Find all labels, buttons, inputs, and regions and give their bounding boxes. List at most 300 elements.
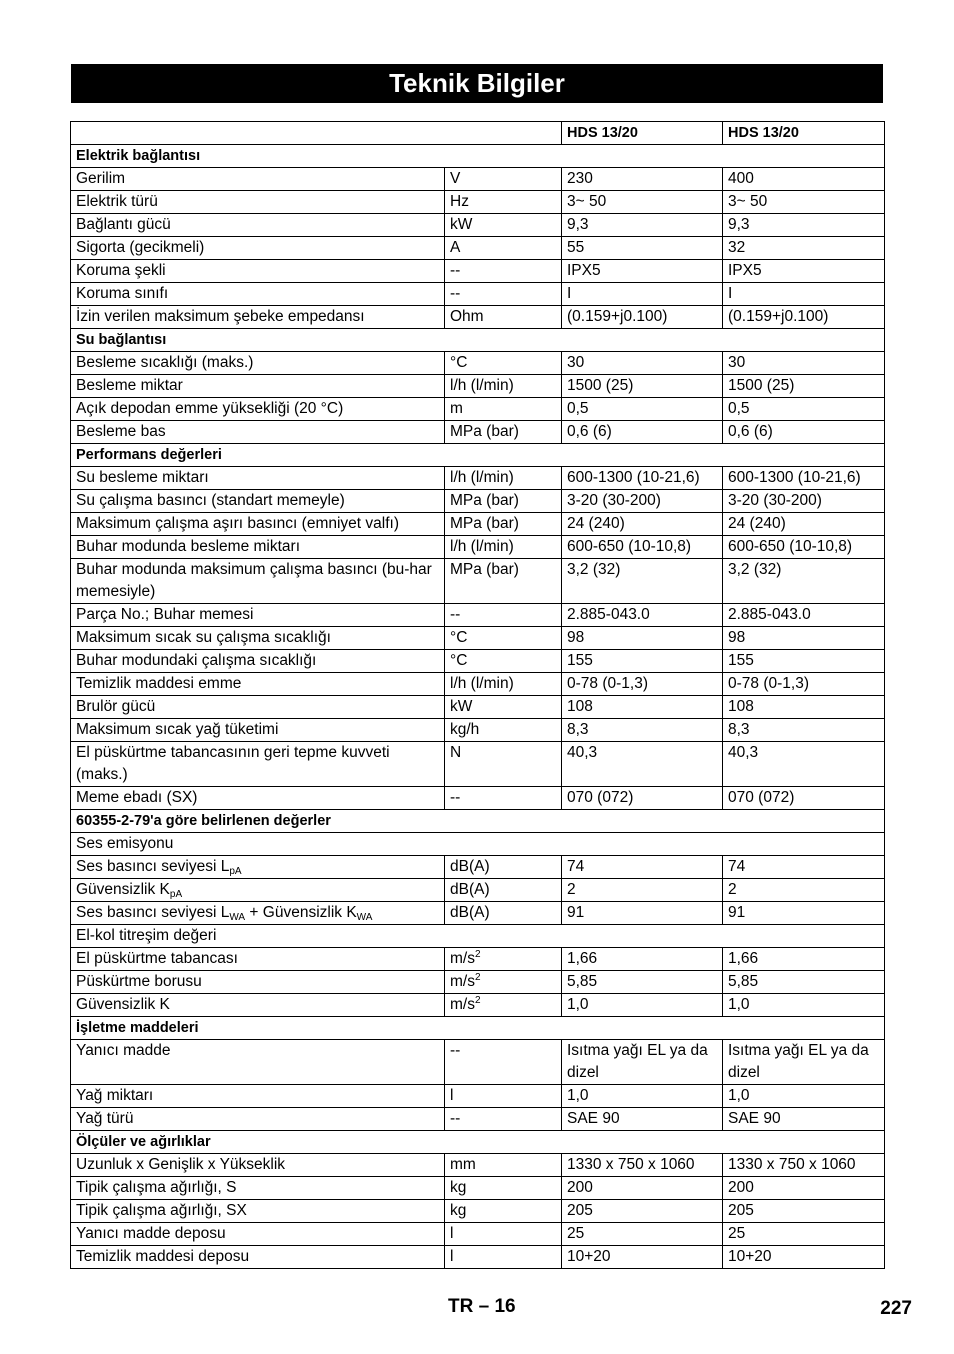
subsection-row: [71, 925, 885, 948]
spec-unit: [445, 902, 562, 925]
spec-unit-text: --: [450, 606, 461, 623]
spec-label: [71, 879, 445, 902]
spec-label-subscript: pA: [169, 889, 183, 900]
spec-value-model-2: Isıtma yağı EL ya da dizel: [723, 1040, 885, 1085]
table-row: [71, 1200, 885, 1223]
spec-value-model-1: 1500 (25): [562, 375, 723, 398]
table-row: [71, 650, 885, 673]
spec-label-text: Ses basıncı seviyesi L: [76, 904, 230, 921]
spec-unit-text: MPa (bar): [450, 492, 519, 509]
spec-unit-text: m/s: [450, 973, 475, 990]
spec-unit: [445, 1246, 562, 1269]
spec-unit: [445, 559, 562, 604]
spec-label: [71, 352, 445, 375]
spec-value-model-1: 3~ 50: [562, 191, 723, 214]
spec-label: [71, 696, 445, 719]
spec-value-model-1: 25: [562, 1223, 723, 1246]
spec-label-text: Besleme bas: [76, 423, 166, 440]
spec-label-text: Açık depodan emme yüksekliği (20 °C): [76, 400, 344, 417]
spec-unit-superscript: 2: [474, 972, 481, 983]
spec-value-model-1: 3,2 (32): [562, 559, 723, 604]
spec-value-model-2: (0.159+j0.100): [723, 306, 885, 329]
spec-unit-text: mm: [450, 1156, 476, 1173]
spec-unit-superscript: 2: [474, 995, 481, 1006]
subsection-title: Ses emisyonu: [71, 833, 885, 856]
spec-unit: [445, 650, 562, 673]
table-row: [71, 1085, 885, 1108]
spec-label-text: Yanıcı madde: [76, 1042, 171, 1059]
section-title: 60355-2-79'a göre belirlenen değerler: [71, 810, 885, 833]
spec-value-model-2: 0-78 (0-1,3): [723, 673, 885, 696]
spec-unit-text: V: [450, 170, 461, 187]
spec-unit: [445, 214, 562, 237]
footer-page-number: 227: [880, 1298, 912, 1319]
section-row: [71, 1017, 885, 1040]
spec-value-model-1: 55: [562, 237, 723, 260]
table-row: [71, 237, 885, 260]
spec-value-model-2: 3~ 50: [723, 191, 885, 214]
section-row: [71, 444, 885, 467]
spec-label: [71, 1108, 445, 1131]
spec-label-text: Koruma sınıfı: [76, 285, 169, 302]
table-row: [71, 1177, 885, 1200]
table-row: [71, 627, 885, 650]
spec-unit: [445, 283, 562, 306]
spec-value-model-2: 0,6 (6): [723, 421, 885, 444]
spec-label: [71, 971, 445, 994]
spec-unit-text: m/s: [450, 950, 475, 967]
header-model-2: HDS 13/20: [723, 122, 885, 145]
spec-value-model-2: 0,5: [723, 398, 885, 421]
section-row: [71, 145, 885, 168]
spec-label: [71, 214, 445, 237]
spec-value-model-2: SAE 90: [723, 1108, 885, 1131]
spec-label: [71, 375, 445, 398]
spec-value-model-1: 74: [562, 856, 723, 879]
spec-value-model-1: 2: [562, 879, 723, 902]
spec-label: [71, 604, 445, 627]
spec-value-model-2: 205: [723, 1200, 885, 1223]
table-row: [71, 948, 885, 971]
spec-value-model-2: 2: [723, 879, 885, 902]
spec-unit: [445, 1085, 562, 1108]
spec-value-model-2: 1,0: [723, 994, 885, 1017]
spec-unit-text: l/h (l/min): [450, 675, 514, 692]
table-row: [71, 283, 885, 306]
spec-label: [71, 536, 445, 559]
spec-label-text: Püskürtme borusu: [76, 973, 202, 990]
table-row: [71, 604, 885, 627]
spec-unit: [445, 1108, 562, 1131]
table-row: [71, 1223, 885, 1246]
spec-label-text: Maksimum sıcak yağ tüketimi: [76, 721, 279, 738]
spec-value-model-1: 205: [562, 1200, 723, 1223]
spec-label: [71, 260, 445, 283]
spec-value-model-1: I: [562, 283, 723, 306]
section-title: İşletme maddeleri: [71, 1017, 885, 1040]
spec-unit: [445, 994, 562, 1017]
spec-unit-text: --: [450, 1042, 461, 1059]
spec-unit: [445, 604, 562, 627]
spec-unit-superscript: 2: [474, 949, 481, 960]
spec-label: [71, 283, 445, 306]
spec-value-model-1: 600-1300 (10-21,6): [562, 467, 723, 490]
spec-unit-text: °C: [450, 652, 468, 669]
spec-label: [71, 719, 445, 742]
spec-unit-text: MPa (bar): [450, 515, 519, 532]
spec-unit: [445, 352, 562, 375]
spec-unit-text: dB(A): [450, 904, 490, 921]
spec-label-text: İzin verilen maksimum şebeke empedansı: [76, 308, 365, 325]
spec-label: [71, 1154, 445, 1177]
section-title: Elektrik bağlantısı: [71, 145, 885, 168]
spec-unit: [445, 536, 562, 559]
spec-value-model-2: 155: [723, 650, 885, 673]
section-title: Ölçüler ve ağırlıklar: [71, 1131, 885, 1154]
spec-unit: [445, 971, 562, 994]
spec-value-model-1: 070 (072): [562, 787, 723, 810]
spec-value-model-1: 10+20: [562, 1246, 723, 1269]
spec-label: [71, 1040, 445, 1085]
spec-value-model-2: 8,3: [723, 719, 885, 742]
spec-unit: [445, 306, 562, 329]
spec-label: [71, 490, 445, 513]
spec-label: [71, 994, 445, 1017]
spec-value-model-1: Isıtma yağı EL ya da dizel: [562, 1040, 723, 1085]
spec-value-model-1: 5,85: [562, 971, 723, 994]
spec-unit-text: --: [450, 1110, 461, 1127]
spec-unit-text: Hz: [450, 193, 469, 210]
table-row: [71, 971, 885, 994]
spec-label-text: Güvensizlik K: [76, 881, 170, 898]
spec-unit: [445, 237, 562, 260]
spec-value-model-2: I: [723, 283, 885, 306]
spec-unit-text: °C: [450, 354, 468, 371]
spec-unit-text: A: [450, 239, 461, 256]
spec-unit-text: MPa (bar): [450, 423, 519, 440]
spec-value-model-2: 10+20: [723, 1246, 885, 1269]
spec-value-model-2: 070 (072): [723, 787, 885, 810]
section-row: [71, 329, 885, 352]
spec-value-model-1: 98: [562, 627, 723, 650]
spec-label: [71, 421, 445, 444]
spec-value-model-2: 1500 (25): [723, 375, 885, 398]
table-row: [71, 260, 885, 283]
spec-value-model-1: 1330 x 750 x 1060: [562, 1154, 723, 1177]
table-row: [71, 536, 885, 559]
spec-unit: [445, 627, 562, 650]
spec-unit-text: dB(A): [450, 881, 490, 898]
subsection-row: [71, 833, 885, 856]
spec-label: [71, 948, 445, 971]
spec-label-tail: + Güvensizlik K: [245, 904, 357, 921]
spec-unit: [445, 260, 562, 283]
spec-unit: [445, 948, 562, 971]
spec-label: [71, 742, 445, 787]
spec-unit-text: kg/h: [450, 721, 480, 738]
spec-value-model-2: 1330 x 750 x 1060: [723, 1154, 885, 1177]
table-row: [71, 719, 885, 742]
spec-label-tail-subscript: WA: [356, 912, 373, 923]
spec-label-text: Parça No.; Buhar memesi: [76, 606, 254, 623]
spec-label-text: Buhar modunda besleme miktarı: [76, 538, 301, 555]
spec-label-text: Sigorta (gecikmeli): [76, 239, 205, 256]
spec-unit: [445, 1040, 562, 1085]
spec-label-text: El püskürtme tabancası: [76, 950, 238, 967]
spec-unit-text: --: [450, 262, 461, 279]
spec-value-model-1: 1,0: [562, 994, 723, 1017]
spec-unit-text: m/s: [450, 996, 475, 1013]
spec-label: [71, 1177, 445, 1200]
spec-unit-text: l: [450, 1225, 454, 1242]
footer-local-page: 16: [494, 1296, 516, 1317]
table-row: [71, 879, 885, 902]
spec-label: [71, 237, 445, 260]
spec-unit-text: kW: [450, 698, 473, 715]
spec-label-text: Su besleme miktarı: [76, 469, 209, 486]
table-row: [71, 306, 885, 329]
spec-value-model-2: 25: [723, 1223, 885, 1246]
spec-value-model-2: 91: [723, 902, 885, 925]
spec-unit-text: l/h (l/min): [450, 538, 514, 555]
spec-unit: [445, 1223, 562, 1246]
spec-value-model-2: 3-20 (30-200): [723, 490, 885, 513]
spec-value-model-2: 24 (240): [723, 513, 885, 536]
spec-value-model-1: 230: [562, 168, 723, 191]
spec-value-model-2: 200: [723, 1177, 885, 1200]
spec-label-text: Temizlik maddesi emme: [76, 675, 242, 692]
spec-label: [71, 1085, 445, 1108]
spec-label: [71, 306, 445, 329]
spec-unit-text: kW: [450, 216, 473, 233]
spec-value-model-1: 9,3: [562, 214, 723, 237]
spec-value-model-1: 200: [562, 1177, 723, 1200]
spec-label-text: Buhar modunda maksimum çalışma basıncı (bu-har memesiyle): [76, 561, 432, 600]
spec-label-text: Buhar modundaki çalışma sıcaklığı: [76, 652, 317, 669]
table-row: [71, 513, 885, 536]
spec-unit-text: m: [450, 400, 463, 417]
spec-label: [71, 559, 445, 604]
spec-value-model-2: 2.885-043.0: [723, 604, 885, 627]
spec-label: [71, 650, 445, 673]
spec-label: [71, 1200, 445, 1223]
spec-label: [71, 398, 445, 421]
spec-unit: [445, 696, 562, 719]
table-row: [71, 191, 885, 214]
spec-unit-text: kg: [450, 1179, 467, 1196]
spec-value-model-2: 74: [723, 856, 885, 879]
spec-unit: [445, 673, 562, 696]
spec-label-text: Uzunluk x Genişlik x Yükseklik: [76, 1156, 286, 1173]
spec-unit: [445, 742, 562, 787]
spec-value-model-2: 5,85: [723, 971, 885, 994]
spec-label: [71, 627, 445, 650]
spec-label: [71, 673, 445, 696]
spec-label-text: Tipik çalışma ağırlığı, SX: [76, 1202, 247, 1219]
spec-label-text: Koruma şekli: [76, 262, 166, 279]
header-model-1: HDS 13/20: [562, 122, 723, 145]
spec-value-model-1: 0-78 (0-1,3): [562, 673, 723, 696]
spec-unit: [445, 513, 562, 536]
spec-unit: [445, 856, 562, 879]
spec-unit-text: --: [450, 285, 461, 302]
spec-label: [71, 856, 445, 879]
section-title: Performans değerleri: [71, 444, 885, 467]
spec-unit-text: kg: [450, 1202, 467, 1219]
spec-value-model-2: 9,3: [723, 214, 885, 237]
spec-label: [71, 168, 445, 191]
spec-value-model-2: 600-1300 (10-21,6): [723, 467, 885, 490]
section-title: Su bağlantısı: [71, 329, 885, 352]
spec-label-text: Tipik çalışma ağırlığı, S: [76, 1179, 237, 1196]
spec-value-model-2: 32: [723, 237, 885, 260]
spec-unit: [445, 490, 562, 513]
spec-label-text: Bağlantı gücü: [76, 216, 171, 233]
table-row: [71, 1108, 885, 1131]
section-row: [71, 1131, 885, 1154]
table-row: [71, 787, 885, 810]
spec-label: [71, 1246, 445, 1269]
spec-label-text: Ses basıncı seviyesi L: [76, 858, 230, 875]
spec-label: [71, 787, 445, 810]
spec-label-text: Maksimum çalışma aşırı basıncı (emniyet valfı): [76, 515, 399, 532]
spec-unit-text: Ohm: [450, 308, 484, 325]
spec-label-text: Gerilim: [76, 170, 126, 187]
spec-value-model-1: 30: [562, 352, 723, 375]
spec-unit-text: N: [450, 744, 462, 761]
spec-unit: [445, 1154, 562, 1177]
spec-value-model-2: 40,3: [723, 742, 885, 787]
table-row: [71, 994, 885, 1017]
table-row: [71, 1040, 885, 1085]
spec-unit: [445, 168, 562, 191]
spec-value-model-1: 1,66: [562, 948, 723, 971]
spec-unit: [445, 421, 562, 444]
spec-unit: [445, 719, 562, 742]
spec-value-model-1: 155: [562, 650, 723, 673]
spec-unit-text: °C: [450, 629, 468, 646]
spec-value-model-1: 3-20 (30-200): [562, 490, 723, 513]
spec-unit: [445, 375, 562, 398]
spec-unit-text: l/h (l/min): [450, 377, 514, 394]
spec-label-text: Besleme miktar: [76, 377, 183, 394]
spec-unit-text: dB(A): [450, 858, 490, 875]
spec-unit: [445, 467, 562, 490]
table-row: [71, 559, 885, 604]
spec-value-model-1: IPX5: [562, 260, 723, 283]
footer-lang-code: TR: [448, 1296, 474, 1317]
spec-value-model-1: 108: [562, 696, 723, 719]
table-row: [71, 696, 885, 719]
spec-value-model-2: 108: [723, 696, 885, 719]
header-label-cell: [71, 122, 562, 145]
table-row: [71, 1154, 885, 1177]
specs-table: [70, 121, 885, 1269]
table-row: [71, 375, 885, 398]
spec-value-model-2: 30: [723, 352, 885, 375]
spec-label-text: Meme ebadı (SX): [76, 789, 198, 806]
spec-value-model-1: SAE 90: [562, 1108, 723, 1131]
spec-label-text: Maksimum sıcak su çalışma sıcaklığı: [76, 629, 331, 646]
spec-label-text: El püskürtme tabancasının geri tepme kuvveti (maks.): [76, 744, 390, 783]
spec-unit-text: MPa (bar): [450, 561, 519, 578]
spec-value-model-1: 2.885-043.0: [562, 604, 723, 627]
table-row: [71, 467, 885, 490]
spec-value-model-1: 0,6 (6): [562, 421, 723, 444]
spec-value-model-2: 1,66: [723, 948, 885, 971]
spec-value-model-1: 8,3: [562, 719, 723, 742]
table-row: [71, 742, 885, 787]
spec-label-text: Yanıcı madde deposu: [76, 1225, 226, 1242]
table-row: [71, 490, 885, 513]
spec-value-model-2: IPX5: [723, 260, 885, 283]
footer-dash: –: [478, 1296, 490, 1317]
spec-value-model-1: 91: [562, 902, 723, 925]
table-row: [71, 421, 885, 444]
spec-label: [71, 467, 445, 490]
table-row: [71, 168, 885, 191]
spec-label-text: Besleme sıcaklığı (maks.): [76, 354, 254, 371]
spec-label-text: Su çalışma basıncı (standart memeyle): [76, 492, 345, 509]
table-row: [71, 856, 885, 879]
spec-value-model-2: 98: [723, 627, 885, 650]
spec-unit-text: --: [450, 789, 461, 806]
spec-value-model-1: 0,5: [562, 398, 723, 421]
spec-label: [71, 1223, 445, 1246]
spec-value-model-1: 600-650 (10-10,8): [562, 536, 723, 559]
spec-label-subscript: pA: [229, 866, 242, 877]
footer-language: [448, 1296, 516, 1318]
spec-value-model-1: 40,3: [562, 742, 723, 787]
table-row: [71, 398, 885, 421]
subsection-title: El-kol titreşim değeri: [71, 925, 885, 948]
spec-label: [71, 513, 445, 536]
spec-value-model-1: 1,0: [562, 1085, 723, 1108]
spec-unit: [445, 1200, 562, 1223]
table-row: [71, 352, 885, 375]
spec-unit-text: l: [450, 1087, 454, 1104]
spec-unit-text: l: [450, 1248, 454, 1265]
spec-unit: [445, 879, 562, 902]
spec-value-model-2: 1,0: [723, 1085, 885, 1108]
spec-unit: [445, 398, 562, 421]
spec-label-text: Temizlik maddesi deposu: [76, 1248, 250, 1265]
table-row: [71, 214, 885, 237]
spec-value-model-1: 24 (240): [562, 513, 723, 536]
spec-value-model-2: 600-650 (10-10,8): [723, 536, 885, 559]
page-title: Teknik Bilgiler: [71, 64, 883, 103]
spec-label-text: Yağ türü: [76, 1110, 134, 1127]
table-header-row: [71, 122, 885, 145]
spec-unit: [445, 787, 562, 810]
spec-label-text: Brulör gücü: [76, 698, 156, 715]
spec-unit: [445, 191, 562, 214]
spec-unit-text: l/h (l/min): [450, 469, 514, 486]
spec-label-text: Güvensizlik K: [76, 996, 170, 1013]
spec-label-text: Elektrik türü: [76, 193, 158, 210]
spec-value-model-1: (0.159+j0.100): [562, 306, 723, 329]
spec-label-text: Yağ miktarı: [76, 1087, 154, 1104]
spec-label: [71, 902, 445, 925]
table-row: [71, 902, 885, 925]
spec-value-model-2: 3,2 (32): [723, 559, 885, 604]
spec-label-subscript: WA: [229, 912, 246, 923]
spec-value-model-2: 400: [723, 168, 885, 191]
spec-label: [71, 191, 445, 214]
table-row: [71, 673, 885, 696]
section-row: [71, 810, 885, 833]
table-row: [71, 1246, 885, 1269]
